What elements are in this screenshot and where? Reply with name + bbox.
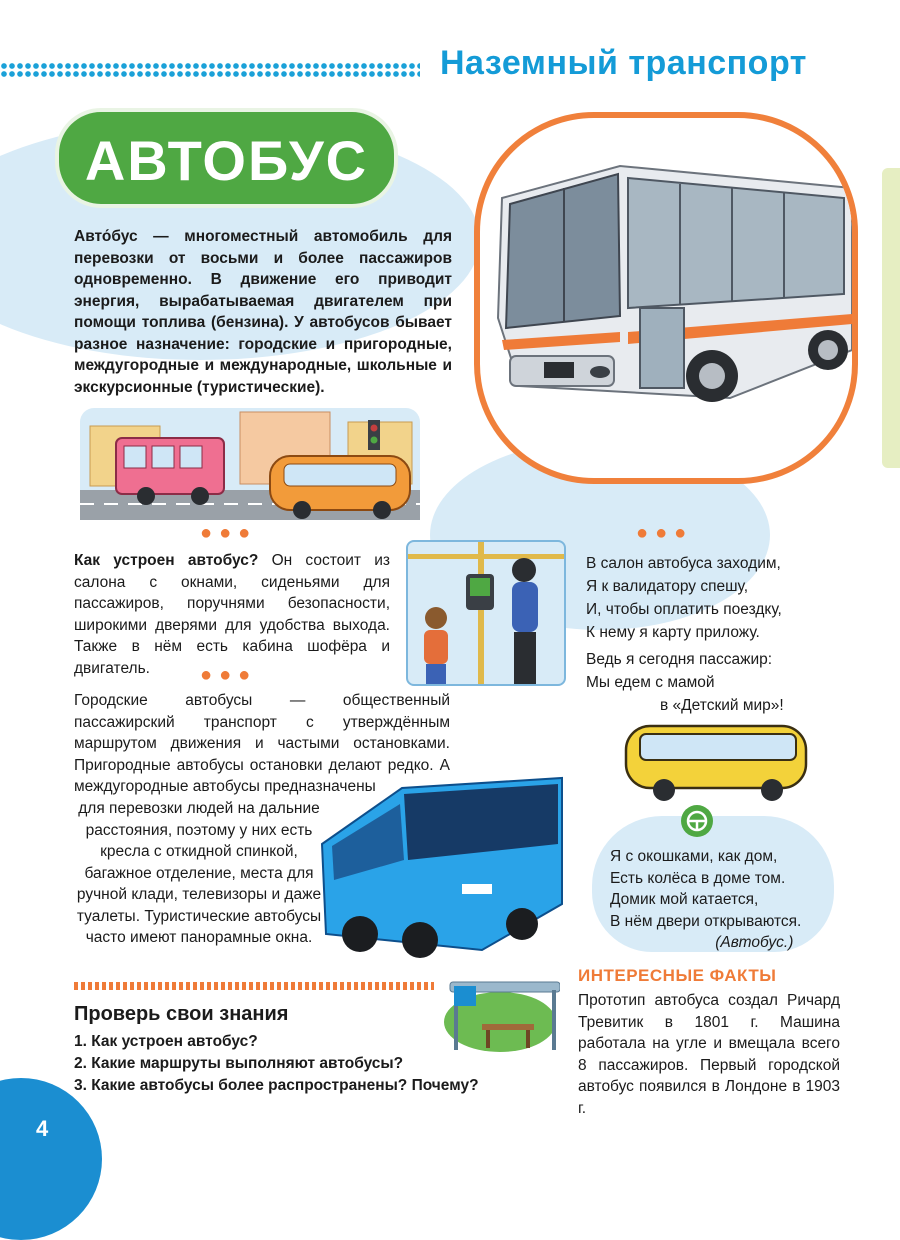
coach-bus-illustration [312,764,572,964]
structure-text: Он состоит из салона с окнами, сиденьями для пассажиров, поручнями безопасности, широкими дверями для удобства выхода. Также в нём есть кабина шофёра и двигатель. [74,552,390,677]
section-title: Наземный транспорт [440,44,807,82]
facts-text: Прототип автобуса создал Ричард Тревитик в 1801 г. Машина работала на угле и вмещала всего 8 пассажиров. Первый городской автобус появился в Лондоне в 1903 г. [578,992,840,1117]
riddle-line: В нём двери открываются. [610,912,802,930]
poem-stanza-2 [586,648,784,717]
riddle-text [610,846,801,954]
dots-separator: ●●● [636,522,694,544]
poem-line: Я к валидатору спешу, [586,578,749,595]
poem-line: К нему я карту приложу. [586,624,760,641]
bus-stop-illustration [430,976,560,1056]
city-bus-illustration [480,118,852,478]
dots-separator: ●●● [200,522,258,544]
steering-wheel-icon [680,804,714,838]
check-item: 3. Какие автобусы более распространены? Почему? [74,1077,479,1094]
intro-paragraph: Авто́бус — многоместный автомобиль для перевозки от восьми и более пассажиров одновременно. В движение его приводит энергия, вырабатываемая двигателем при помощи топлива (бензина). У автобусов бывает разное назначение: городские и пригородные, междугородные и международные, школьные и экскурсионные (туристические). [74,228,452,396]
validator-illustration [406,540,566,686]
dots-separator: ●●● [200,664,258,686]
check-title: Проверь свои знания [74,1003,289,1025]
poem-line: в «Детский мир»! [660,697,784,714]
types-paragraph-top: Городские автобусы — общественный пассажирский транспорт с утверждённым маршрутом движения и частыми остановками. Пригородные автобусы остановки делают редко. А междугородные автобусы предназначены [74,692,450,795]
poem-line: Ведь я сегодня пассажир: [586,651,773,668]
page-number-badge [0,1078,102,1240]
bus-photo [474,112,858,484]
title-badge [55,108,398,208]
check-item: 1. Как устроен автобус? [74,1033,258,1050]
riddle-line: Есть колёса в доме том. [610,869,786,887]
poem-stanza-1 [586,552,782,644]
side-stripe [882,168,900,468]
page-number: 4 [36,1116,49,1141]
header-dotted-line [0,62,420,78]
check-item: 2. Какие маршруты выполняют автобусы? [74,1055,404,1072]
types-paragraph-bottom: для перевозки людей на дальние расстояния, поэтому у них есть кресла с откидной спинкой, багажное отделение, места для ручной клади, телевизоры и даже туалеты. Туристические автобусы часто имеют панорамные окна. [76,800,322,946]
poem-line: В салон автобуса заходим, [586,555,781,572]
structure-paragraph [74,550,390,679]
check-list [74,1031,479,1097]
page-title: АВТОБУС [84,129,369,192]
poem-line: Мы едем с мамой [586,674,715,691]
structure-lead: Как устроен автобус? [74,552,259,569]
riddle-line: Я с окошками, как дом, [610,848,778,865]
divider [74,982,434,990]
poem-line: И, чтобы оплатить поездку, [586,601,782,618]
yellow-bus-illustration [624,720,810,804]
facts-title: ИНТЕРЕСНЫЕ ФАКТЫ [578,966,777,985]
street-illustration [80,408,420,520]
riddle-line: Домик мой катается, [610,891,759,908]
riddle-answer: (Автобус.) [715,934,794,951]
